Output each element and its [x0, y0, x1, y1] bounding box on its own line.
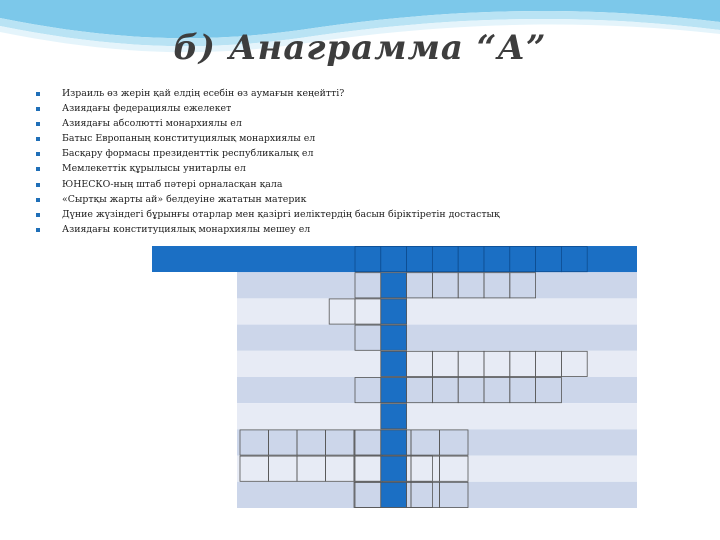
crossword-key-cell: [381, 299, 407, 324]
crossword-key-cell: [381, 325, 407, 350]
crossword-key-cell: [381, 482, 407, 507]
crossword-cell: [355, 247, 381, 272]
clue-text: Басқару формасы президенттік республикалық ел: [62, 148, 314, 160]
clue-text: Дүние жүзіндегі бұрынғы отарлар мен қазіргі иеліктердің басын біріктіретін достастық: [62, 208, 500, 220]
crossword-cell: [432, 247, 458, 272]
clue-text: Мемлекеттік құрылысы унитарлы ел: [62, 163, 246, 175]
grid-row-band: [237, 482, 637, 508]
grid-row-band: [237, 298, 637, 324]
clue-text: Израиль өз жерін қай елдің есебін өз аумағын кеңейтті?: [62, 88, 345, 99]
slide-title: б) Анаграмма “А”: [173, 28, 547, 68]
crossword-cell: [458, 247, 484, 272]
grid-row-band: [237, 272, 637, 298]
grid-row-band: [237, 351, 637, 377]
crossword-key-cell: [381, 456, 407, 481]
grid-row-band: [237, 325, 637, 351]
clue-text: ЮНЕСКО-ның штаб пәтері орналасқан қала: [62, 178, 283, 190]
crossword-cell: [561, 247, 587, 272]
crossword-cell: [484, 247, 510, 272]
crossword-key-cell: [381, 247, 407, 272]
crossword-cell: [510, 247, 536, 272]
clue-text: Азиядағы федерациялы ежелекет: [62, 103, 232, 115]
crossword-cell: [536, 247, 562, 272]
crossword-key-cell: [381, 430, 407, 455]
crossword-key-cell: [381, 404, 407, 429]
crossword-cell: [407, 247, 433, 272]
clue-text: Батыс Европаның конституциялық монархиялы ел: [62, 133, 316, 145]
clue-text: Азиядағы конституциялық монархиялы мешеу ел: [62, 223, 311, 235]
crossword-key-cell: [381, 273, 407, 298]
grid-row-band: [237, 377, 637, 403]
crossword-key-cell: [381, 378, 407, 403]
crossword-key-cell: [381, 351, 407, 376]
clue-text: Азиядағы абсолютті монархиялы ел: [62, 118, 242, 130]
grid-left-blank: [152, 272, 237, 508]
grid-row-band: [237, 403, 637, 429]
clue-text: «Сыртқы жарты ай» белдеуіне жататын материк: [62, 193, 307, 205]
